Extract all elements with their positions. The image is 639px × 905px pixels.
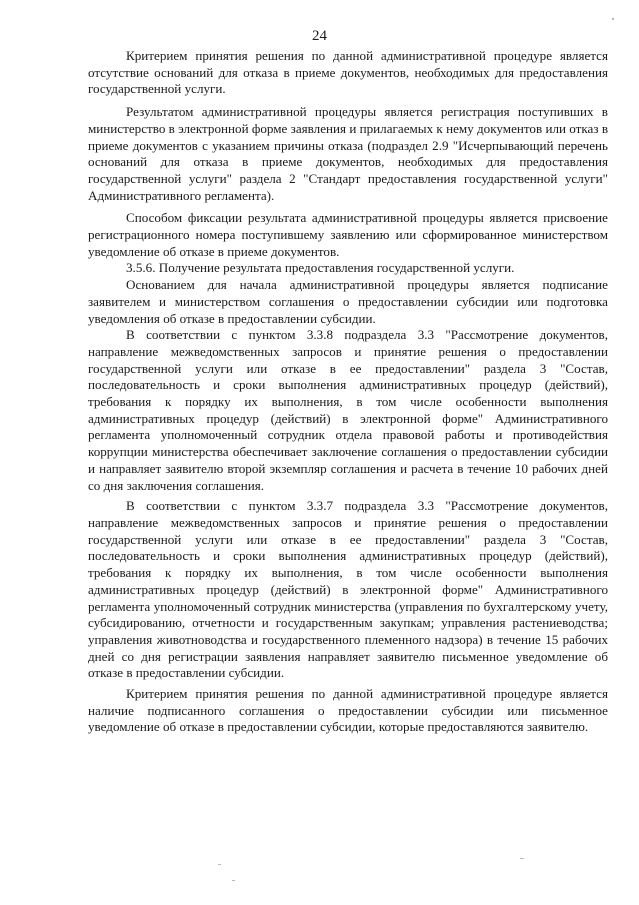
paragraph-clause-3-3-7: В соответствии с пунктом 3.3.7 подраздела 3.3 "Рассмотрение документов, направление межведомственных запросов и принятие решения о предоставлении государственной услуги или отказе в ее предоставлении" раздела 3 "Состав, последовательность и сроки выполнения административных процедур (действий), требования к порядку их выполнения, в том числе особенности выполнения административных процедур (действий) в электронной форме" Административного регламента уполномоченный сотрудник министерства (управления по бухгалтерскому учету, субсидированию, отчетности и государственным закупкам; управления растениеводства; управления животноводства и государственного племенного надзора) в течение 15 рабочих дней со дня регистрации заявления направляет заявителю письменное уведомление об отказе в предоставлении субсидии. bbox=[88, 498, 608, 681]
section-heading-3-5-6: 3.5.6. Получение результата предоставления государственной услуги. bbox=[126, 260, 515, 276]
paragraph-clause-3-3-8: В соответствии с пунктом 3.3.8 подраздела 3.3 "Рассмотрение документов, направление межведомственных запросов и принятие решения о предоставлении государственной услуги или отказе в ее предоставлении" раздела 3 "Состав, последовательность и сроки выполнения административных процедур (действий), требования к порядку их выполнения, в том числе особенности выполнения административных процедур (действий) в электронной форме" Административного регламента уполномоченный сотрудник отдела правовой работы и противодействия коррупции министерства обеспечивает заключение соглашения о предоставлении субсидии и направляет заявителю второй экземпляр соглашения и расчета в течение 10 рабочих дней со дня заключения соглашения. bbox=[88, 327, 608, 493]
scan-mark bbox=[612, 18, 614, 20]
scan-mark bbox=[520, 858, 524, 859]
paragraph-criterion-decision: Критерием принятия решения по данной административной процедуре является наличие подписанного соглашения о предоставлении субсидии или письменное уведомление об отказе в предоставлении субсидии, которые предоставляются заявителю. bbox=[88, 686, 608, 735]
scan-mark bbox=[218, 864, 221, 865]
paragraph-basis: Основанием для начала административной процедуры является подписание заявителем и министерством соглашения о предоставлении субсидии или подготовка уведомления об отказе в предоставлении субсидии. bbox=[88, 277, 608, 326]
page-number: 24 bbox=[312, 28, 327, 44]
paragraph-criterion-acceptance: Критерием принятия решения по данной административной процедуре является отсутствие оснований для отказа в приеме документов, необходимых для предоставления государственной услуги. bbox=[88, 48, 608, 97]
paragraph-procedure-result: Результатом административной процедуры является регистрация поступивших в министерство в электронной форме заявления и прилагаемых к нему документов или отказ в приеме документов с указанием причины отказа (подраздел 2.9 "Исчерпывающий перечень оснований для отказа в приеме документов, необходимых для предоставления государственной услуги" раздела 2 "Стандарт предоставления государственной услуги" Административного регламента). bbox=[88, 104, 608, 203]
document-body bbox=[88, 48, 608, 736]
paragraph-fixation-method: Способом фиксации результата административной процедуры является присвоение регистрационного номера поступившему заявлению или сформированное министерством уведомление об отказе в приеме документов. bbox=[88, 210, 608, 259]
scan-mark bbox=[232, 880, 235, 881]
